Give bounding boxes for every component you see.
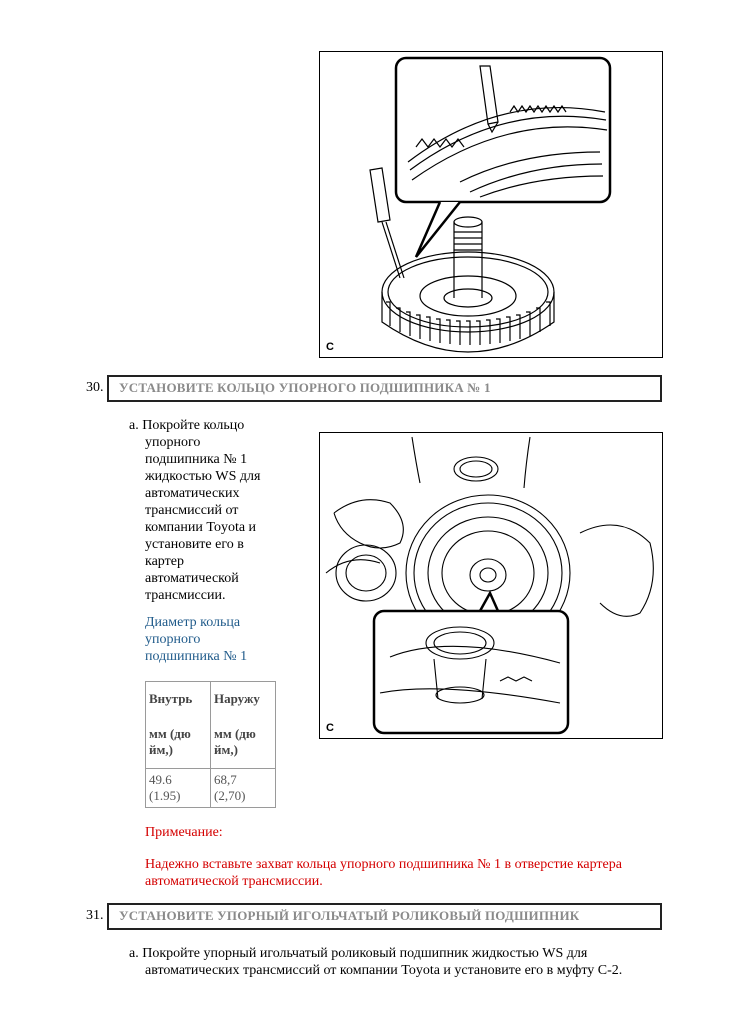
instruction-line: a. Покройте упорный игольчатый роликовый подшипник жидкостью WS для [129,946,588,961]
caption-line: Диаметр кольца [145,615,241,630]
instruction-line: подшипника № 1 [145,452,248,467]
instruction-line: трансмиссий от [145,503,239,518]
header-unit: мм (дю [214,726,256,741]
caption-line: подшипника № 1 [145,649,248,664]
diameter-table [145,681,276,808]
caption-line: упорного [145,632,201,647]
figure-code: C [326,722,334,734]
header-unit: йм,) [214,742,238,757]
cell-value: (2,70) [214,788,246,803]
instruction-line: упорного [145,435,201,450]
note-line: автоматической трансмиссии. [145,874,323,889]
instruction-line: автоматических [145,486,240,501]
step-title: УСТАНОВИТЕ УПОРНЫЙ ИГОЛЬЧАТЫЙ РОЛИКОВЫЙ ПОДШИПНИК [119,908,580,923]
table-row [146,769,276,808]
table-header-row [146,682,276,769]
instruction-line: a. Покройте кольцо [129,418,245,433]
diameter-caption [145,614,247,665]
instruction-line: установите его в [145,537,244,552]
instruction-line: компании Toyota и [145,520,257,535]
instruction-line: картер [145,554,184,569]
table-header-cell [146,682,211,769]
header-name: Наружу [214,691,260,706]
cell-value: (1.95) [149,788,181,803]
step-heading [107,903,662,930]
instruction-line: трансмиссии. [145,588,226,603]
header-unit: мм (дю [149,726,191,741]
clutch-drum-figure [319,51,663,358]
table-cell [146,769,211,808]
note-label: Примечание: [145,825,223,840]
instruction-a [129,417,260,604]
table-header-cell [211,682,276,769]
instruction-a [129,945,622,979]
note-text [145,856,622,890]
step-number: 31. [86,908,104,923]
clutch-drum-illustration [320,52,662,357]
header-unit: йм,) [149,742,173,757]
step-title: УСТАНОВИТЕ КОЛЬЦО УПОРНОГО ПОДШИПНИКА № 1 [119,380,491,395]
figure-code: C [326,341,334,353]
table-cell [211,769,276,808]
transmission-case-illustration [320,433,662,738]
cell-value: 49.6 [149,772,172,787]
step-heading [107,375,662,402]
note-line: Надежно вставьте захват кольца упорного подшипника № 1 в отверстие картера [145,857,622,872]
instruction-line: жидкостью WS для [145,469,261,484]
thrust-bearing-race-figure [319,432,663,739]
instruction-line: автоматических трансмиссий от компании Toyota и установите его в муфту C-2. [145,963,623,978]
step-number: 30. [86,380,104,395]
instruction-line: автоматической [145,571,239,586]
header-name: Внутрь [149,691,193,706]
cell-value: 68,7 [214,772,237,787]
